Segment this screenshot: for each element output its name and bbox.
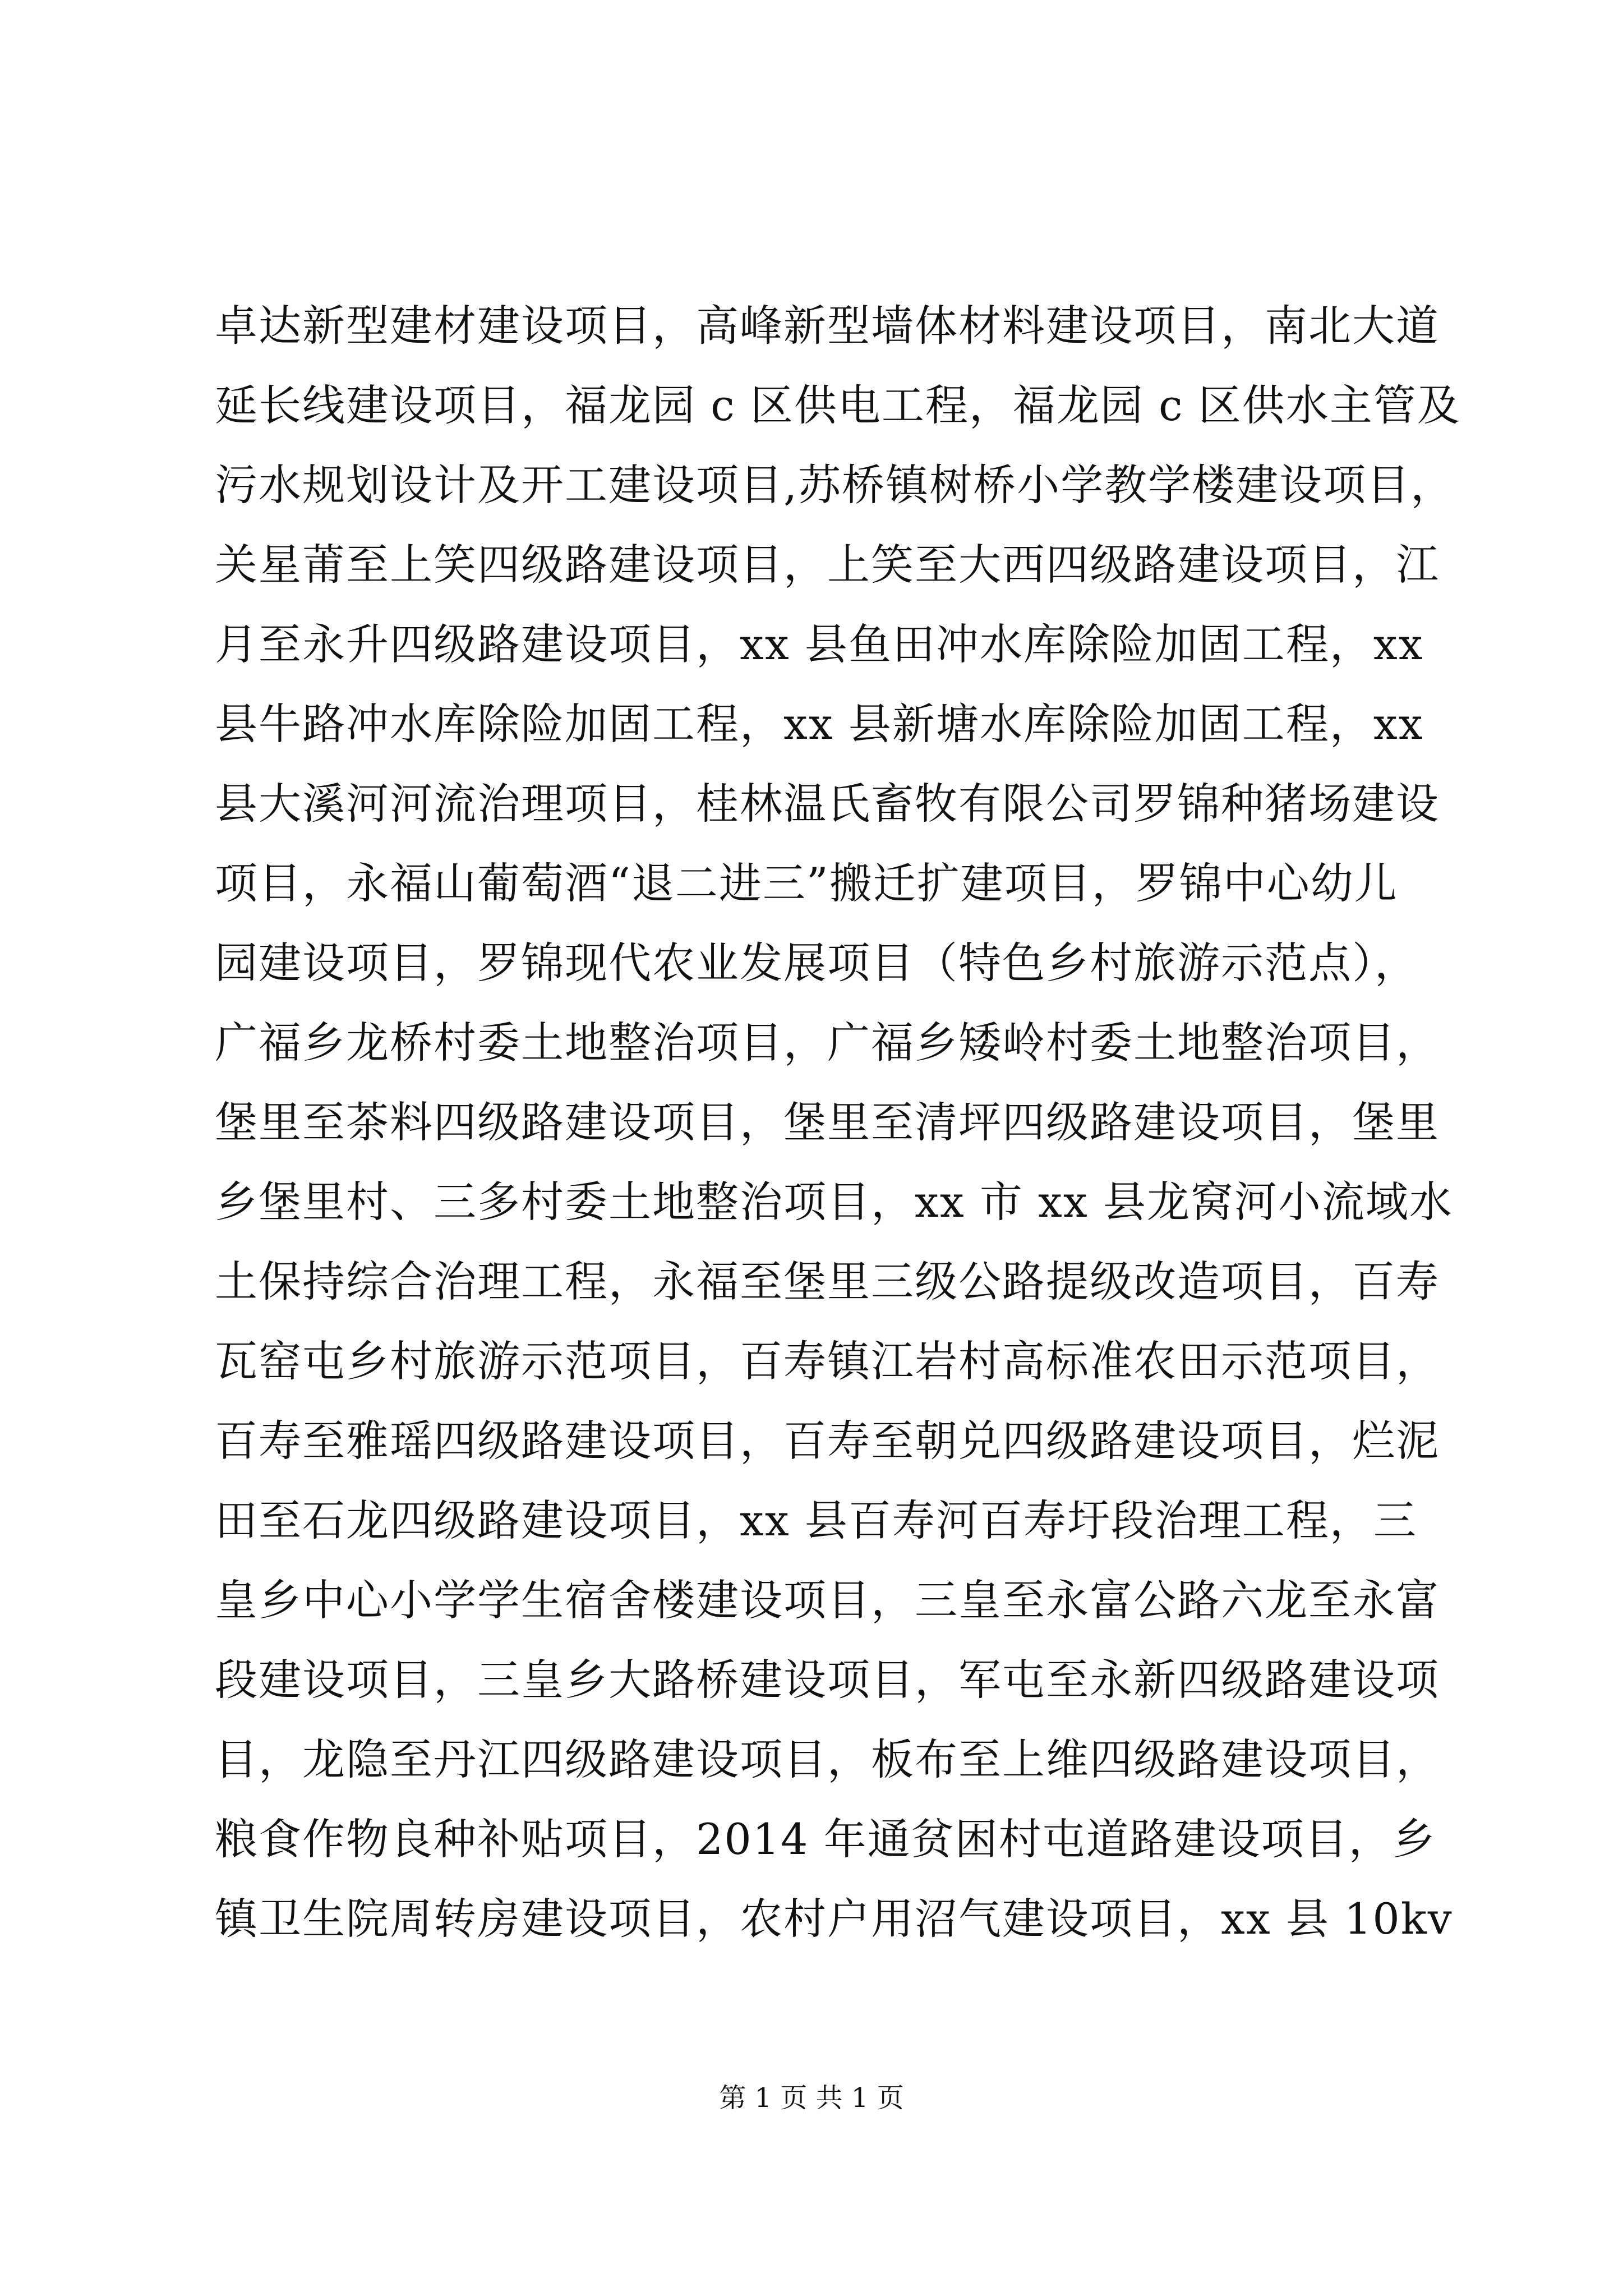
text-line: 皇乡中心小学学生宿舍楼建设项目，三皇至永富公路六龙至永富 — [215, 1575, 1440, 1625]
page-number-label: 第 1 页 共 1 页 — [719, 2082, 904, 2114]
text-line: 段建设项目，三皇乡大路桥建设项目，军屯至永新四级路建设项 — [215, 1655, 1440, 1705]
text-line: 县牛路冲水库除险加固工程，xx 县新塘水库除险加固工程，xx — [215, 699, 1424, 749]
text-line: 镇卫生院周转房建设项目，农村户用沼气建设项目，xx 县 10kv — [215, 1894, 1453, 1944]
text-line: 田至石龙四级路建设项目，xx 县百寿河百寿圩段治理工程，三 — [215, 1496, 1417, 1545]
text-line: 园建设项目，罗锦现代农业发展项目（特色乡村旅游示范点）， — [215, 938, 1418, 988]
text-line: 瓦窑屯乡村旅游示范项目，百寿镇江岩村高标准农田示范项目， — [215, 1336, 1440, 1386]
text-line: 粮食作物良种补贴项目，2014 年通贫困村屯道路建设项目，乡 — [215, 1814, 1436, 1864]
text-line: 百寿至雅瑶四级路建设项目，百寿至朝兑四级路建设项目，烂泥 — [215, 1416, 1440, 1466]
page-footer — [0, 2081, 1623, 2115]
text-line: 污水规划设计及开工建设项目,苏桥镇树桥小学教学楼建设项目， — [215, 460, 1455, 510]
text-line: 卓达新型建材建设项目，高峰新型墙体材料建设项目，南北大道 — [215, 301, 1440, 351]
text-line: 项目，永福山葡萄酒“退二进三”搬迁扩建项目，罗锦中心幼儿 — [215, 858, 1398, 908]
text-line: 延长线建设项目，福龙园 c 区供电工程，福龙园 c 区供水主管及 — [215, 380, 1461, 430]
text-line: 广福乡龙桥村委土地整治项目，广福乡矮岭村委土地整治项目， — [215, 1018, 1440, 1068]
text-line: 堡里至茶料四级路建设项目，堡里至清坪四级路建设项目，堡里 — [215, 1097, 1440, 1147]
text-line: 县大溪河河流治理项目，桂林温氏畜牧有限公司罗锦种猪场建设 — [215, 779, 1440, 829]
body-text — [215, 286, 1477, 1959]
text-line: 月至永升四级路建设项目，xx 县鱼田冲水库除险加固工程，xx — [215, 619, 1424, 669]
text-line: 土保持综合治理工程，永福至堡里三级公路提级改造项目，百寿 — [215, 1257, 1440, 1306]
text-line: 乡堡里村、三多村委土地整治项目，xx 市 xx 县龙窝河小流域水 — [215, 1177, 1453, 1227]
text-line: 关星莆至上笑四级路建设项目，上笑至大西四级路建设项目，江 — [215, 540, 1440, 590]
text-line: 目，龙隐至丹江四级路建设项目，板布至上维四级路建设项目， — [215, 1734, 1440, 1784]
